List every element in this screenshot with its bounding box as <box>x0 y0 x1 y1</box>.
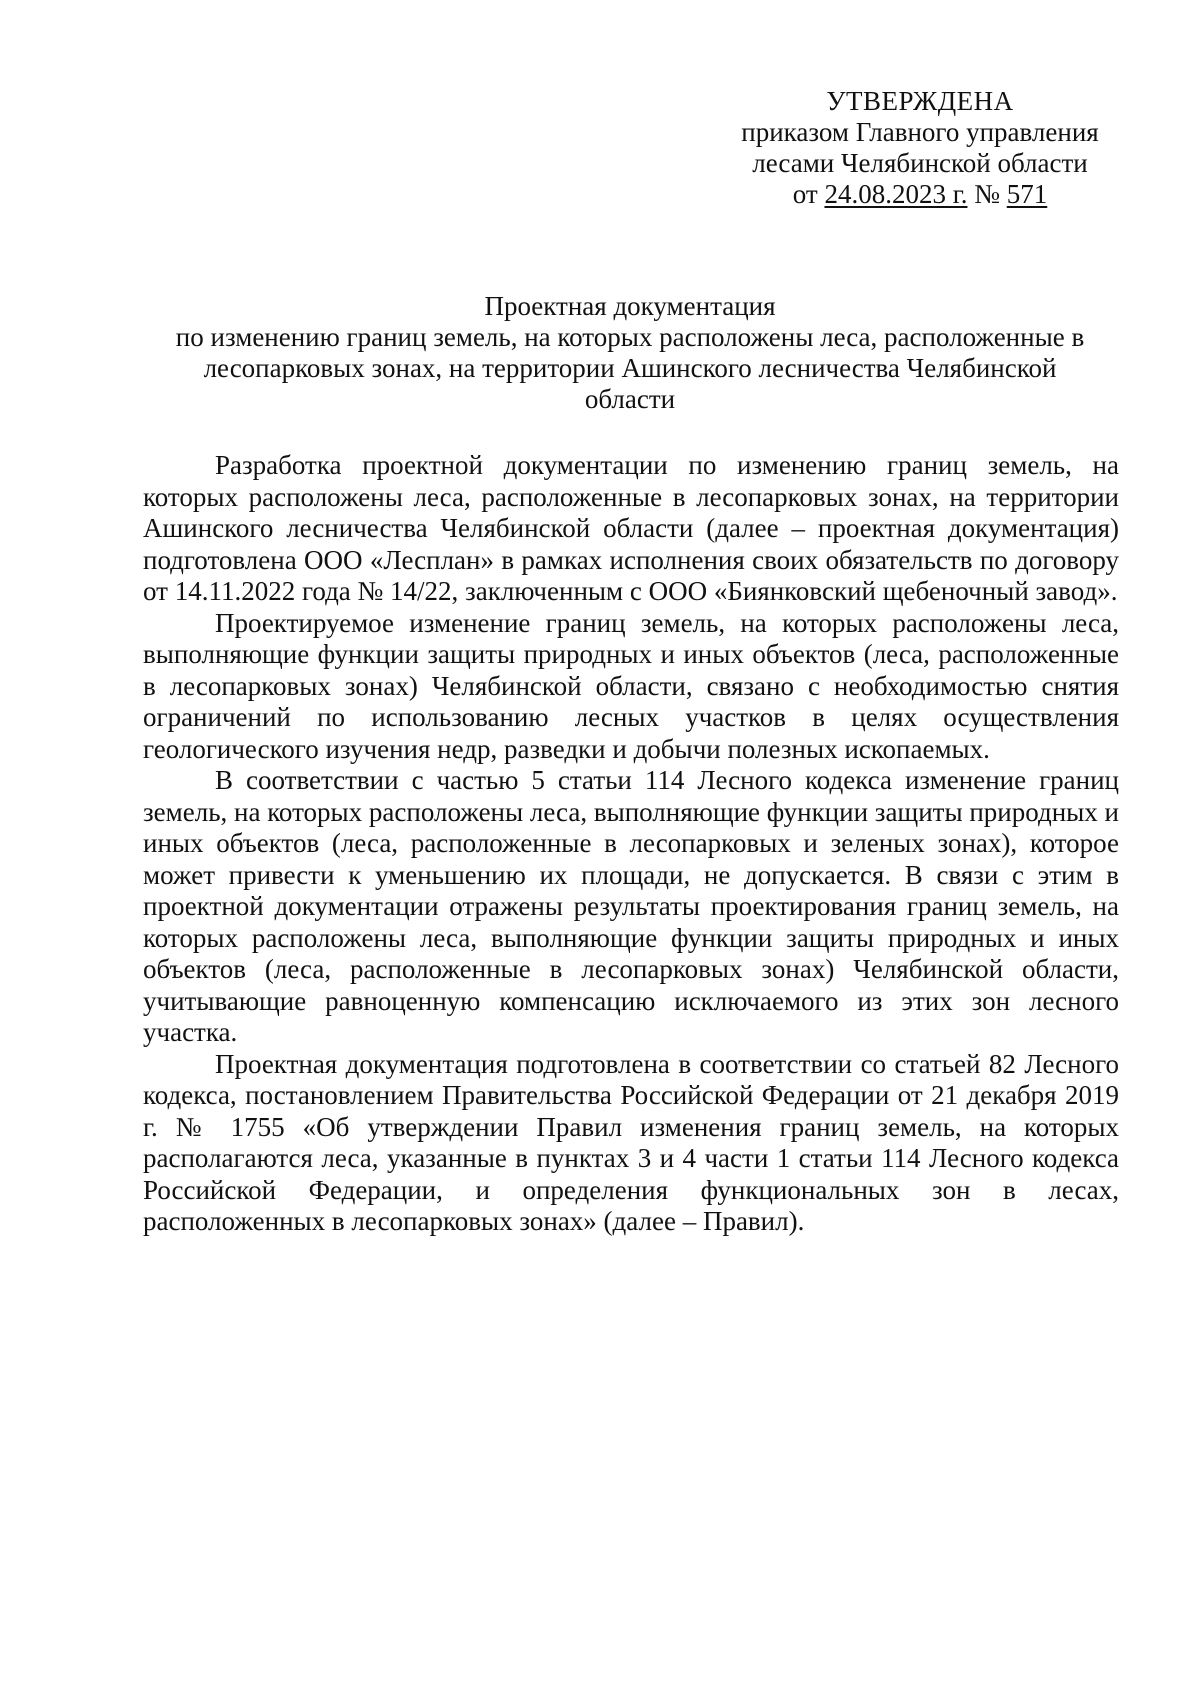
title-line-3: лесопарковых зонах, на территории Ашинского лесничества Челябинской <box>203 353 1057 383</box>
approval-line-1: приказом Главного управления <box>741 117 1099 147</box>
paragraph-4: Проектная документация подготовлена в соответствии со статьей 82 Лесного кодекса, постановлением Правительства Российской Федерации от 21 декабря 2019 г. № 1755 «Об утверждении Правил изменения границ земель, на которых располагаются леса, указанные в пунктах 3 и 4 части 1 статьи 114 Лесного кодекса Российской Федерации, и определения функциональных зон в лесах, расположенных в лесопарковых зонах» (далее – Правил). <box>143 1048 1119 1236</box>
approval-prefix: от <box>792 179 818 209</box>
approval-number: 571 <box>1006 179 1048 209</box>
approval-number-sign: № <box>974 179 1000 209</box>
approval-stamp-block <box>730 86 1110 210</box>
paragraph-2: Проектируемое изменение границ земель, на которых расположены леса, выполняющие функции защиты природных и иных объектов (леса, расположенные в лесопарковых зонах) Челябинской области, связано с необходимостью снятия ограничений по использованию лесных участков в целях осуществления геологического изучения недр, разведки и добычи полезных ископаемых. <box>143 607 1119 764</box>
approval-date: 24.08.2023 г. <box>824 179 968 209</box>
paragraph-1: Разработка проектной документации по изменению границ земель, на которых расположены леса, расположенные в лесопарковых зонах, на территории Ашинского лесничества Челябинской области (далее – проектная документация) подготовлена ООО «Лесплан» в рамках исполнения своих обязательств по договору от 14.11.2022 года № 14/22, заключенным с ООО «Биянковский щебеночный завод». <box>143 450 1119 606</box>
approval-date-line <box>730 179 1110 210</box>
paragraph-3: В соответствии с частью 5 статьи 114 Лесного кодекса изменение границ земель, на которых расположены леса, выполняющие функции защиты природных и иных объектов (леса, расположенные в лесопарковых и зеленых зонах), которое может привести к уменьшению их площади, не допускается. В связи с этим в проектной документации отражены результаты проектирования границ земель, на которых расположены леса, выполняющие функции защиты природных и иных объектов (леса, расположенные в лесопарковых зонах) Челябинской области, учитывающие равноценную компенсацию исключаемого из этих зон лесного участка. <box>143 765 1120 1047</box>
document-body <box>143 450 1119 1238</box>
title-line-1: Проектная документация <box>484 291 776 321</box>
title-line-4: области <box>584 384 676 414</box>
approval-line-2: лесами Челябинской области <box>752 148 1088 178</box>
document-title <box>140 291 1120 415</box>
approval-heading: УТВЕРЖДЕНА <box>826 86 1014 116</box>
title-line-2: по изменению границ земель, на которых расположены леса, расположенные в <box>175 322 1085 352</box>
